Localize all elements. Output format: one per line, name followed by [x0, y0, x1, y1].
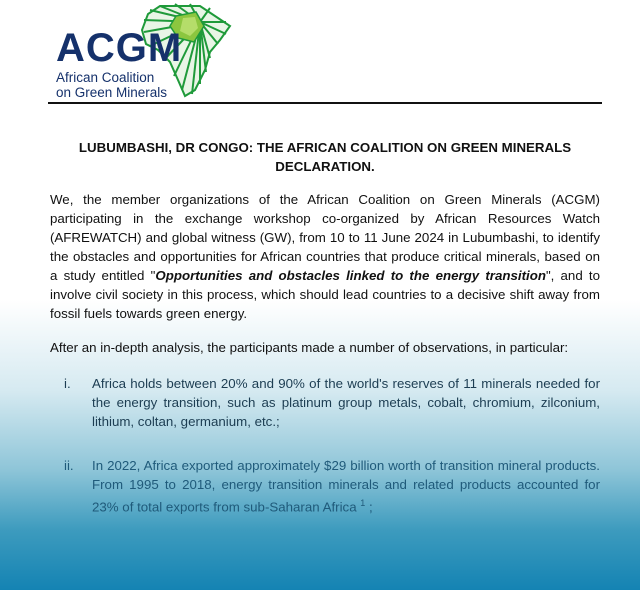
footnote-marker[interactable]: 1: [360, 498, 366, 508]
logo-name-line2: on Green Minerals: [56, 85, 168, 100]
observation-text-body: In 2022, Africa exported approximately $29 billion worth of transition mineral products. From 1995 to 2018, energy transition minerals and related products accounted for 23% of total exports from sub-Saharan Africa: [92, 458, 600, 515]
intro-paragraph: [50, 190, 600, 323]
header-divider: [48, 102, 602, 104]
observation-text: [92, 456, 600, 516]
observation-text: Africa holds between 20% and 90% of the world's reserves of 11 minerals needed for the energy transition, such as platinum group metals, cobalt, chromium, zilconium, lithium, coltan, germanium, etc.;: [92, 376, 600, 429]
observations-intro: After an in-depth analysis, the participants made a number of observations, in particular:: [50, 340, 569, 355]
observation-numeral: ii.: [64, 458, 74, 473]
declaration-title: LUBUMBASHI, DR CONGO: THE AFRICAN COALITION ON GREEN MINERALS DECLARATION.: [78, 140, 572, 174]
logo-name-line1: African Coalition: [56, 70, 155, 85]
acgm-logo: [50, 0, 250, 100]
observation-end: ;: [369, 499, 373, 515]
intro-after: ", and to involve civil society in this process, which should lead countries to a decisive shift away from fossil fuels towards green energy.: [50, 268, 601, 321]
study-title: Opportunities and obstacles linked to the energy transition: [155, 268, 546, 283]
intro-before: We, the member organizations of the African Coalition on Green Minerals (ACGM) participating in the exchange workshop co-organized by African Resources Watch (AFREWATCH) and global witness (GW), from 10 to 11 June 2024 in Lubumbashi, to identify the obstacles and opportunities for African countries that produce critical minerals, based on a study entitled ": [50, 192, 600, 283]
observation-numeral: i.: [64, 376, 71, 391]
logo-acronym: ACGM: [56, 26, 183, 70]
